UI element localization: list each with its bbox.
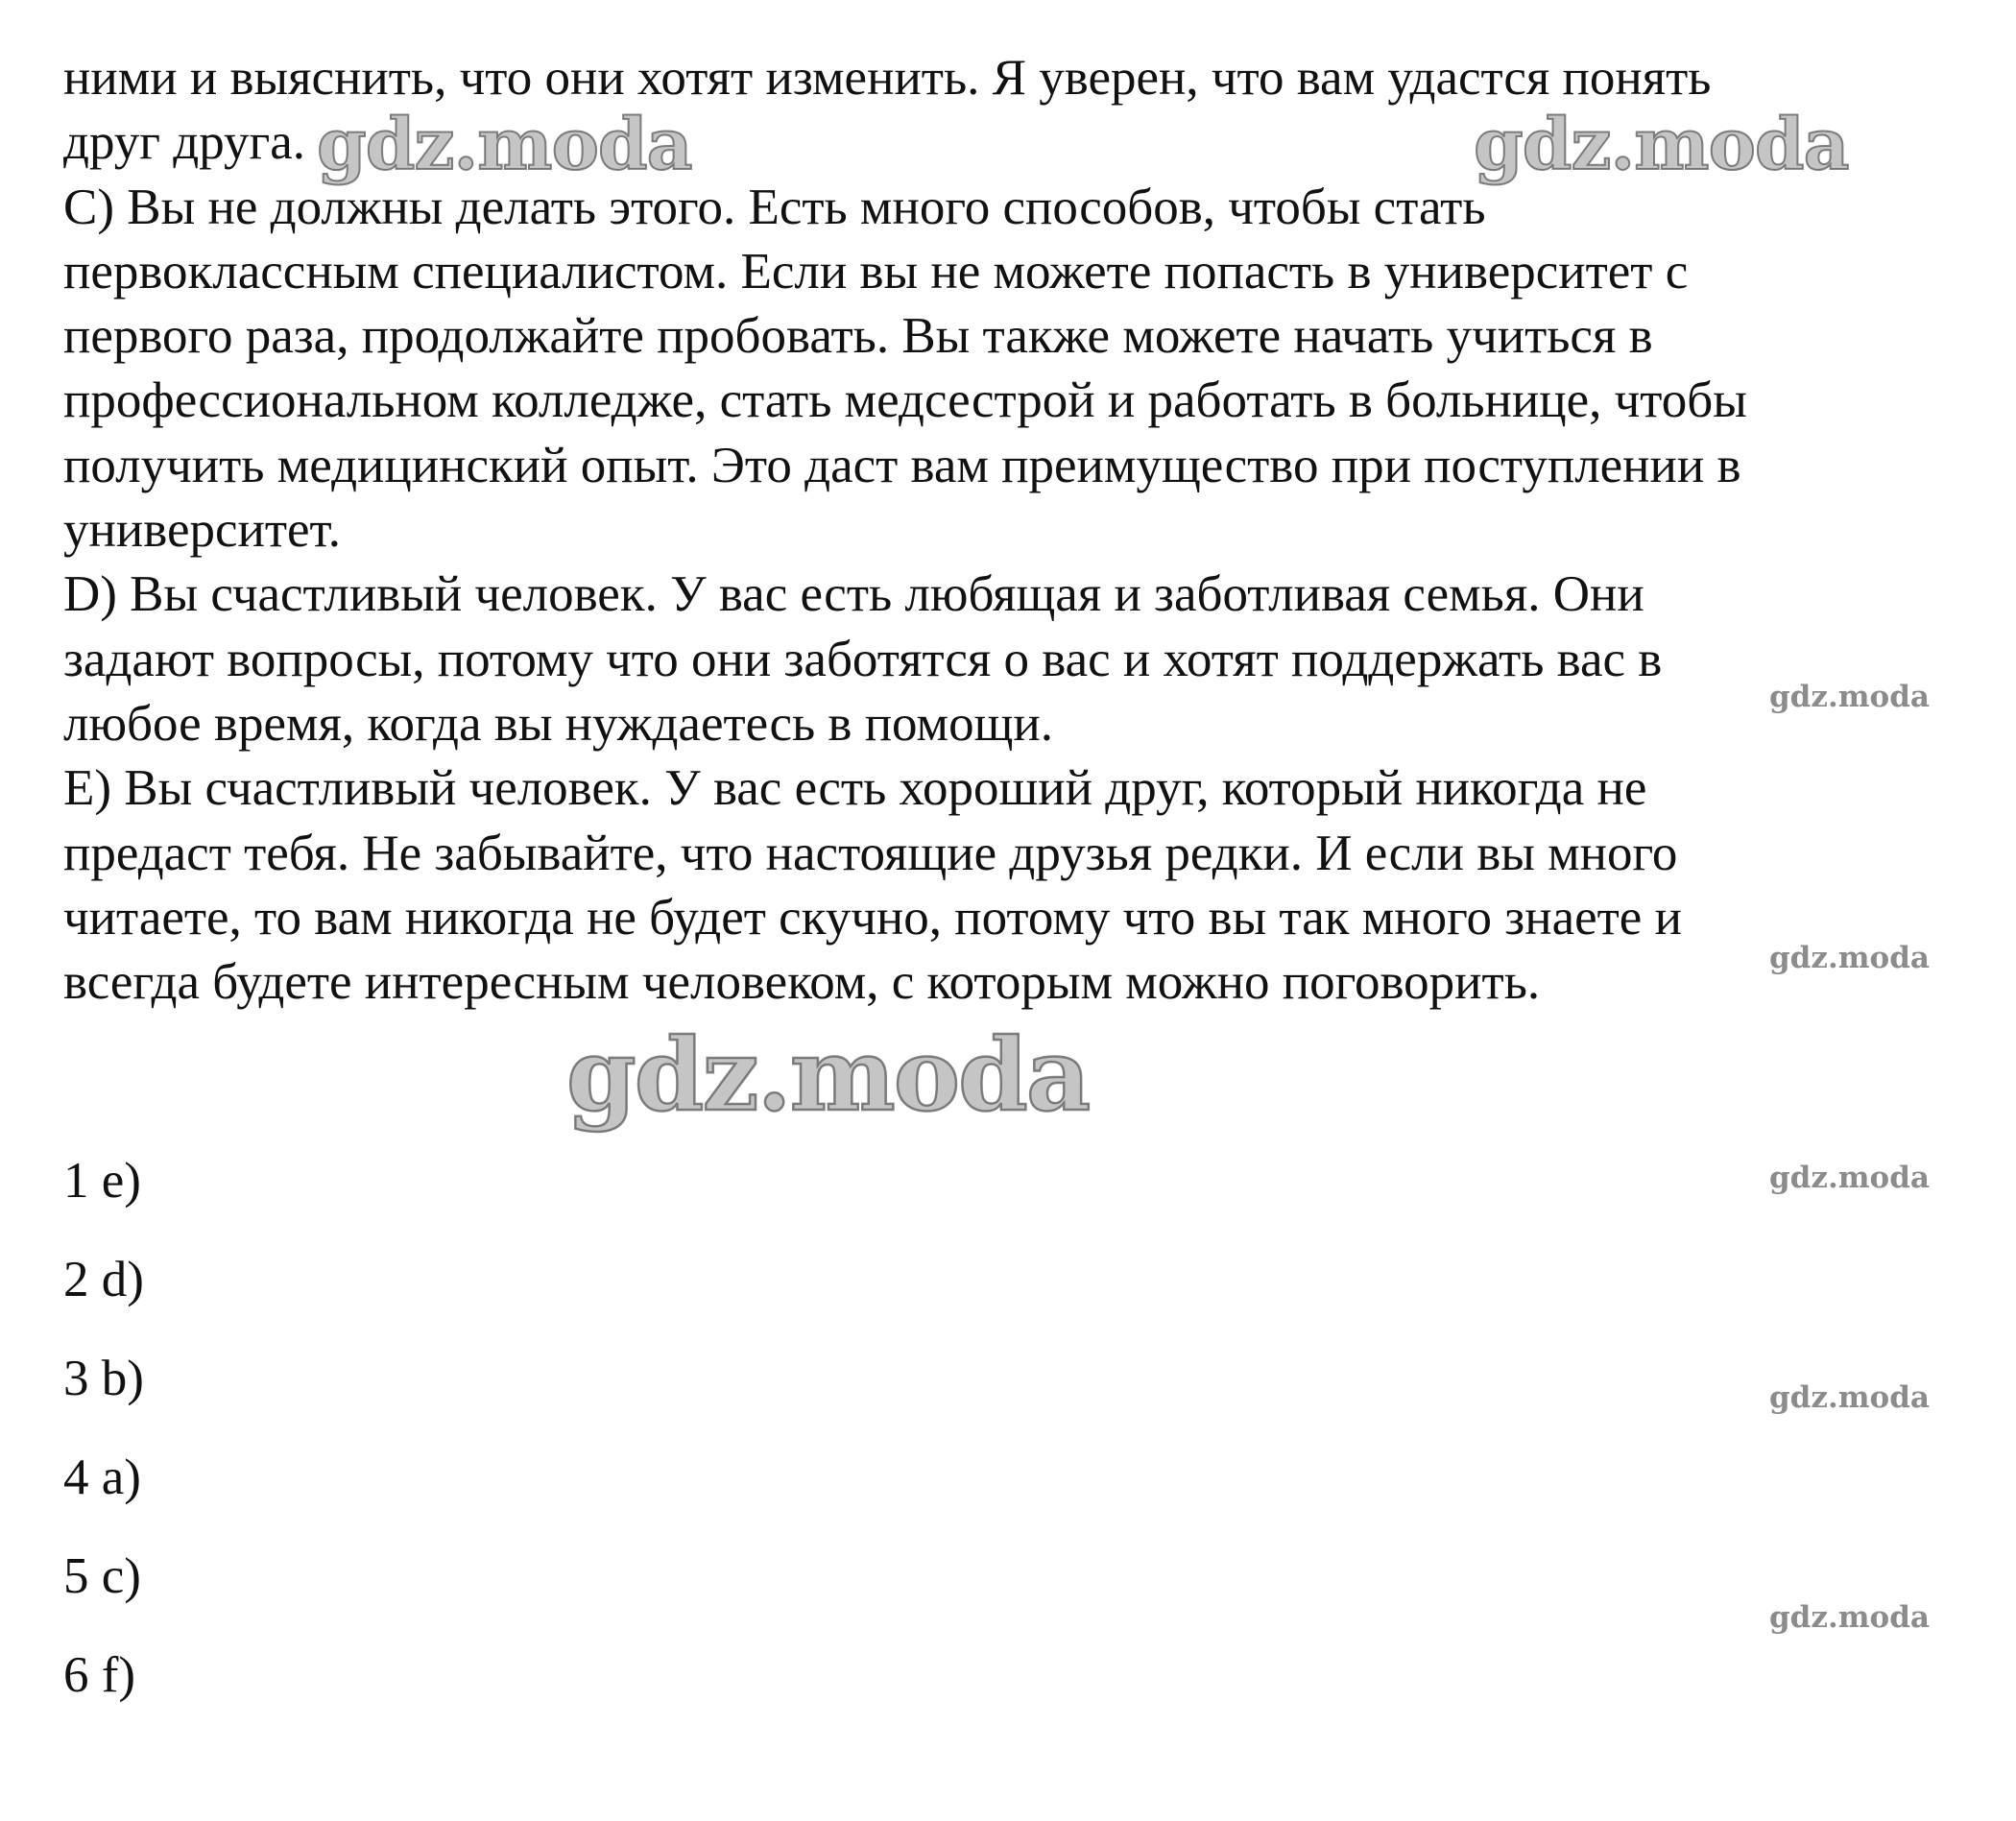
answer-item-6: 6 f) — [63, 1647, 136, 1703]
watermark-logo: gdz.moda — [1474, 104, 1849, 186]
text-line: ними и выяснить, что они хотят изменить. Я уверен, что вам удастся понять — [63, 50, 1712, 106]
text-line: университет. — [63, 502, 341, 559]
answer-item-2: 2 d) — [63, 1252, 144, 1307]
answer-item-4: 4 a) — [63, 1450, 141, 1505]
watermark-logo: gdz.moda — [1769, 1600, 1930, 1635]
text-line: первого раза, продолжайте пробовать. Вы также можете начать учиться в — [63, 308, 1653, 365]
watermark-logo: gdz.moda — [317, 104, 692, 186]
watermark-logo: gdz.moda — [1769, 680, 1930, 714]
paragraph-d — [63, 563, 1983, 756]
paragraph-c — [63, 176, 1983, 563]
text-line: всегда будете интересным человеком, с которым можно поговорить. — [63, 954, 1541, 1011]
text-line: задают вопросы, потому что они заботятся о вас и хотят поддержать вас в — [63, 631, 1663, 687]
text-body — [63, 46, 1983, 1015]
text-line: профессиональном колледже, стать медсестрой и работать в больнице, чтобы — [63, 372, 1747, 429]
text-line: любое время, когда вы нуждаетесь в помощи. — [63, 695, 1054, 752]
text-line: друг друга. — [63, 114, 306, 171]
watermark-logo: gdz.moda — [566, 1016, 1090, 1134]
answer-item-1: 1 e) — [63, 1153, 141, 1209]
text-line: предаст тебя. Не забывайте, что настоящие друзья редки. И если вы много — [63, 825, 1678, 881]
watermark-logo: gdz.moda — [1769, 1380, 1930, 1415]
text-line: C) Вы не должны делать этого. Есть много способов, чтобы стать — [63, 179, 1486, 235]
watermark-logo: gdz.moda — [1769, 1161, 1930, 1195]
paragraph-e — [63, 756, 1983, 1015]
answer-item-5: 5 c) — [63, 1548, 141, 1604]
text-line: первоклассным специалистом. Если вы не можете попасть в университет с — [63, 243, 1689, 300]
text-line: D) Вы счастливый человек. У вас есть любящая и заботливая семья. Они — [63, 566, 1644, 623]
text-line: читаете, то вам никогда не будет скучно, потому что вы так много знаете и — [63, 889, 1682, 946]
answer-item-3: 3 b) — [63, 1351, 144, 1406]
text-line: E) Вы счастливый человек. У вас есть хороший друг, который никогда не — [63, 760, 1647, 817]
watermark-logo: gdz.moda — [1769, 941, 1930, 975]
text-line: получить медицинский опыт. Это даст вам преимущество при поступлении в — [63, 437, 1741, 493]
